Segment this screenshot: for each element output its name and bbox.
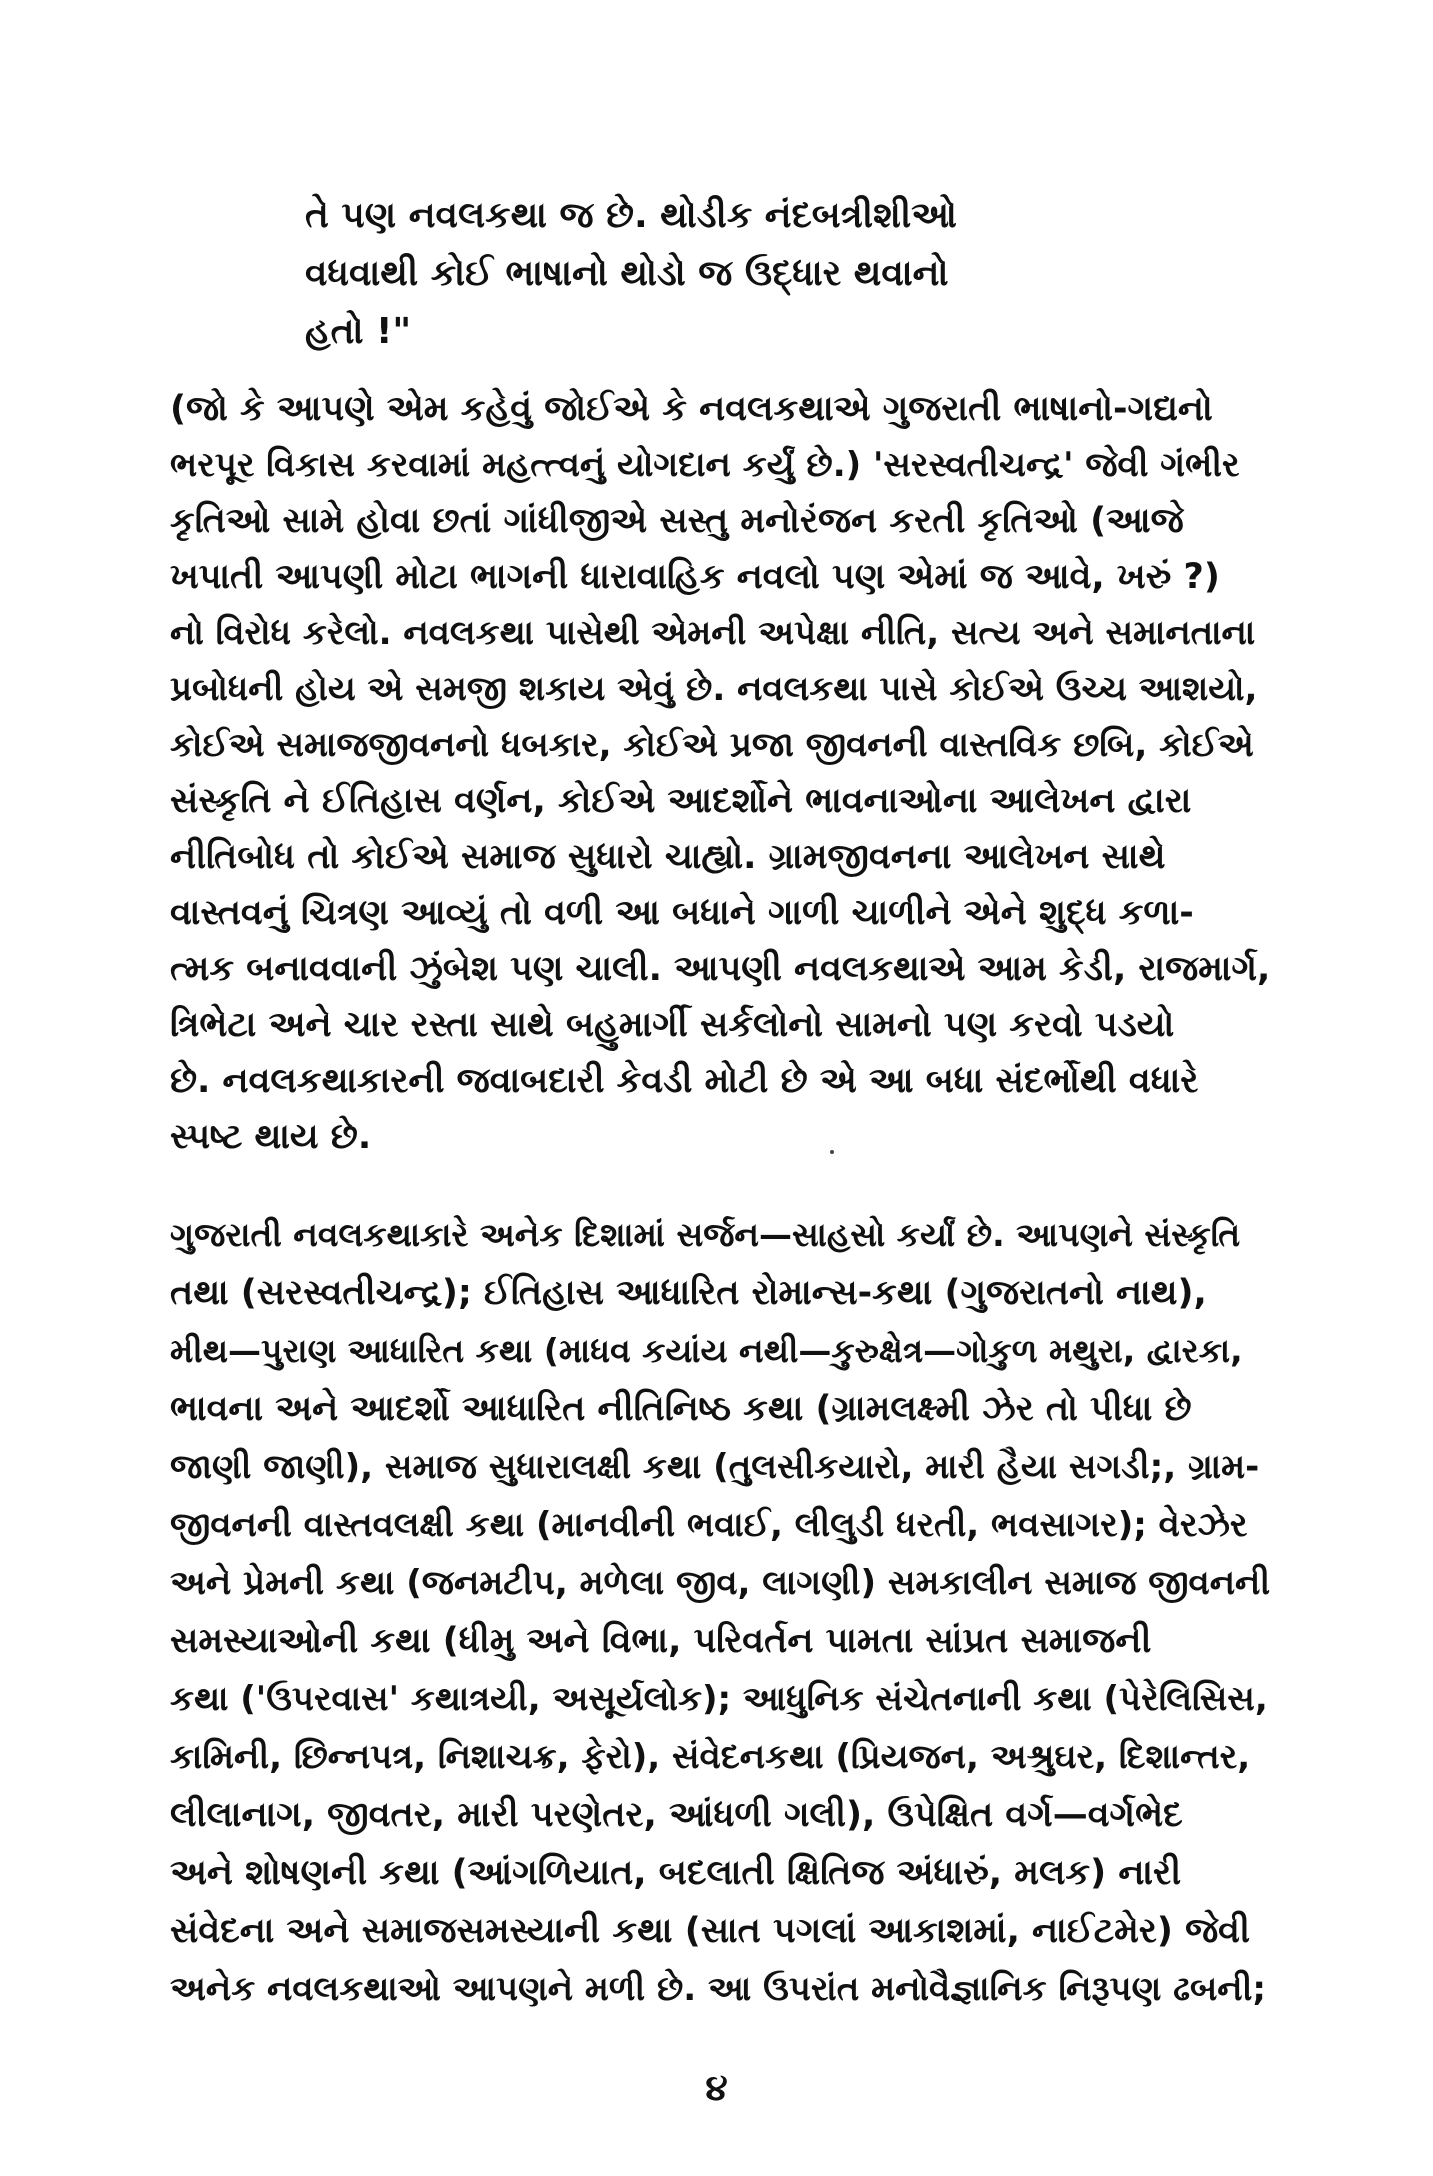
- paragraph-2-line: સંવેદના અને સમાજસમસ્યાની કથા (સાત પગલાં આકાશમાં, નાઈટમેર) જેવી: [170, 1911, 1251, 1951]
- paragraph-2-line: જીવનની વાસ્તવલક્ષી કથા (માનવીની ભવાઈ, લીલુડી ધરતી, ભવસાગર); વેરઝેર: [170, 1505, 1248, 1545]
- paragraph-2-line: અને પ્રેમની કથા (જનમટીપ, મળેલા જીવ, લાગણી) સમકાલીન સમાજ જીવનની: [170, 1563, 1271, 1603]
- quote-line: હતો !": [305, 311, 412, 352]
- paragraph-1-line: ખપાતી આપણી મોટા ભાગની ધારાવાહિક નવલો પણ એમાં જ આવે, ખરું ?): [170, 557, 1220, 597]
- page-number: ૪: [705, 2068, 728, 2109]
- paragraph-2-line: તથા (સરસ્વતીચન્દ્ર); ઈતિહાસ આધારિત રોમાન્સ-કથા (ગુજરાતનો નાથ),: [170, 1273, 1207, 1313]
- print-speck: [830, 1150, 834, 1154]
- paragraph-2-line: જાણી જાણી), સમાજ સુધારાલક્ષી કથા (તુલસીકયારો, મારી હૈયા સગડી;, ગ્રામ-: [170, 1447, 1260, 1487]
- paragraph-1-line: ત્રિભેટા અને ચાર રસ્તા સાથે બહુમાર્ગી સર્કલોનો સામનો પણ કરવો પડયો: [170, 1005, 1175, 1045]
- quote-line: વધવાથી કોઈ ભાષાનો થોડો જ ઉદ્ધાર થવાનો: [305, 253, 949, 294]
- paragraph-2-line: સમસ્યાઓની કથા (ધીમુ અને વિભા, પરિવર્તન પામતા સાંપ્રત સમાજની: [170, 1621, 1152, 1661]
- paragraph-1-line: સ્પષ્ટ થાય છે.: [170, 1117, 372, 1157]
- paragraph-1-line: સંસ્કૃતિ ને ઈતિહાસ વર્ણન, કોઈએ આદર્શોને ભાવનાઓના આલેખન દ્વારા: [170, 781, 1192, 821]
- paragraph-1-line: ત્મક બનાવવાની ઝુંબેશ પણ ચાલી. આપણી નવલકથાએ આમ કેડી, રાજમાર્ગ,: [170, 949, 1271, 989]
- paragraph-1-line: વાસ્તવનું ચિત્રણ આવ્યું તો વળી આ બધાને ગાળી ચાળીને એને શુદ્ધ કળા-: [170, 893, 1194, 933]
- paragraph-2-line: અનેક નવલકથાઓ આપણને મળી છે. આ ઉપરાંત મનોવૈજ્ઞાનિક નિરૂપણ ઢબની;: [170, 1969, 1266, 2009]
- paragraph-2-line: ભાવના અને આદર્શો આધારિત નીતિનિષ્ઠ કથા (ગ્રામલક્ષ્મી ઝેર તો પીધા છે: [170, 1389, 1192, 1429]
- paragraph-1-line: કોઈએ સમાજજીવનનો ધબકાર, કોઈએ પ્રજા જીવનની વાસ્તવિક છબિ, કોઈએ: [170, 725, 1254, 765]
- paragraph-2-line: ગુજરાતી નવલકથાકારે અનેક દિશામાં સર્જન—સાહસો કર્યાં છે. આપણને સંસ્કૃતિ: [170, 1215, 1241, 1254]
- paragraph-2-line: અને શોષણની કથા (આંગળિયાત, બદલાતી ક્ષિતિજ અંધારું, મલક) નારી: [170, 1853, 1182, 1893]
- paragraph-2-line: લીલાનાગ, જીવતર, મારી પરણેતર, આંધળી ગલી), ઉપેક્ષિત વર્ગ—વર્ગભેદ: [170, 1795, 1183, 1835]
- paragraph-1-line: ભરપૂર વિકાસ કરવામાં મહત્ત્વનું યોગદાન કર્યું છે.) 'સરસ્વતીચન્દ્ર' જેવી ગંભીર: [170, 445, 1240, 485]
- paragraph-2-line: કથા ('ઉપરવાસ' કથાત્રયી, અસૂર્યલોક); આધુનિક સંચેતનાની કથા (પેરેલિસિસ,: [170, 1679, 1268, 1719]
- paragraph-1-line: પ્રબોધની હોય એ સમજી શકાય એવું છે. નવલકથા પાસે કોઈએ ઉચ્ચ આશયો,: [170, 669, 1258, 709]
- paragraph-1-line: છે. નવલકથાકારની જવાબદારી કેવડી મોટી છે એ આ બધા સંદર્ભોથી વધારે: [170, 1061, 1199, 1101]
- paragraph-1-line: નીતિબોધ તો કોઈએ સમાજ સુધારો ચાહ્યો. ગ્રામજીવનના આલેખન સાથે: [170, 837, 1166, 877]
- paragraph-2-line: કામિની, છિન્નપત્ર, નિશાચક્ર, ફેરો), સંવેદનકથા (પ્રિયજન, અશ્રુઘર, દિશાન્તર,: [170, 1737, 1251, 1777]
- quote-line: તે પણ નવલકથા જ છે. થોડીક નંદબત્રીશીઓ: [305, 195, 957, 236]
- paragraph-1-line: (જો કે આપણે એમ કહેવું જોઈએ કે નવલકથાએ ગુજરાતી ભાષાનો-ગદ્યનો: [170, 389, 1213, 429]
- paragraph-2-line: મીથ—પુરાણ આધારિત કથા (માધવ કયાંય નથી—કુરુક્ષેત્ર—ગોકુળ મથુરા, દ્વારકા,: [170, 1331, 1243, 1370]
- paragraph-1-line: નો વિરોધ કરેલો. નવલકથા પાસેથી એમની અપેક્ષા નીતિ, સત્ય અને સમાનતાના: [170, 613, 1256, 653]
- paragraph-1-line: કૃતિઓ સામે હોવા છતાં ગાંધીજીએ સસ્તુ મનોરંજન કરતી કૃતિઓ (આજે: [170, 501, 1184, 541]
